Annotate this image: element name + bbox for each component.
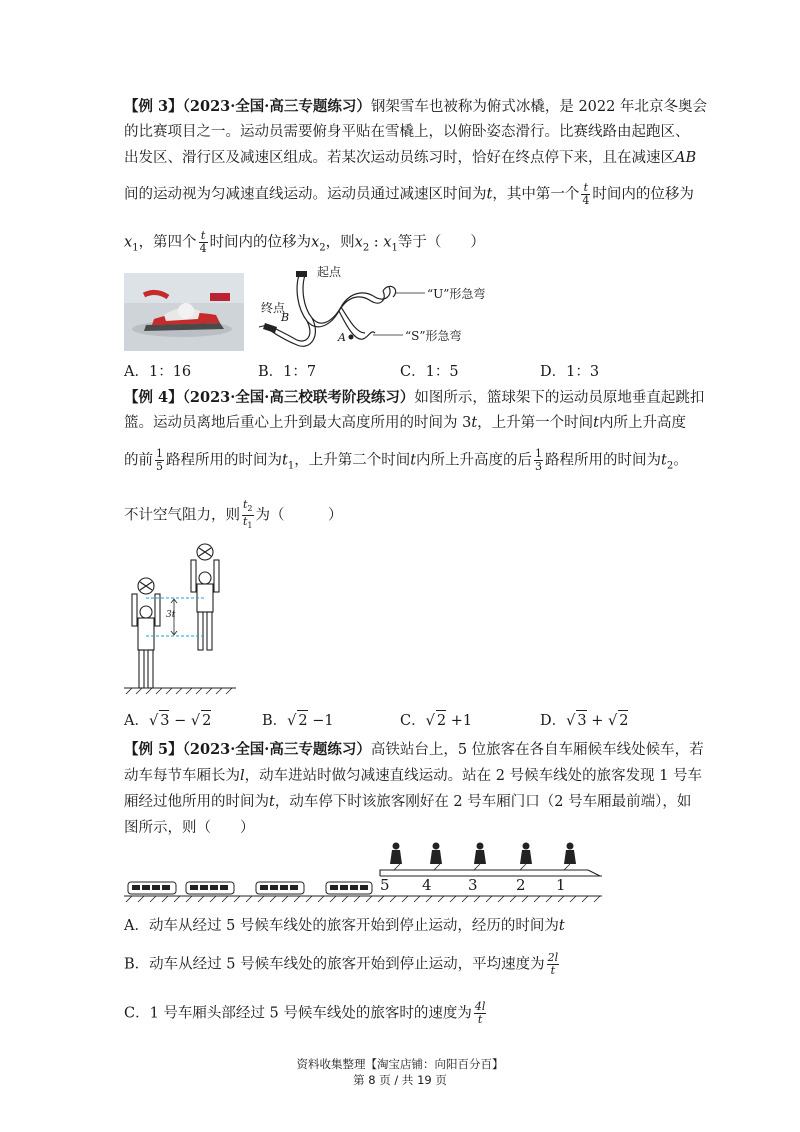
ex5-option-a-text: A．动车从经过 5 号候车线处的旅客开始到停止运动，经历的时间为 xyxy=(124,918,559,934)
ex3-var: t xyxy=(486,186,493,203)
start-label: 起点 xyxy=(317,265,342,279)
ex3-text: 钢架雪车也被称为俯式冰橇，是 2022 年北京冬奥会 xyxy=(370,99,707,115)
ex4-line-1 xyxy=(124,388,704,408)
ex3-fraction-2 xyxy=(199,230,208,255)
ex3-sub: 1 xyxy=(132,242,139,254)
ex5-text: 厢经过他所用的时间为 xyxy=(124,794,269,810)
ex4-var: t xyxy=(282,452,288,469)
point-b-label: B xyxy=(281,311,290,324)
ex3-text: 出发区、滑行区及减速区组成。若某次运动员练习时，恰好在终点停下来，且在减速区 xyxy=(124,150,675,166)
ex4-text: 路程所用的时间为 xyxy=(545,452,662,469)
ex3-var: AB xyxy=(675,150,697,166)
ex3-option-a[interactable]: A．1：16 xyxy=(124,364,192,380)
frac-den: 4 xyxy=(199,242,207,255)
platform-number-4: 4 xyxy=(422,876,432,894)
footer-source: 资料收集整理【淘宝店铺：向阳百分百】 xyxy=(296,1057,504,1071)
platform-number-5: 5 xyxy=(380,876,390,894)
ex3-text: 的比赛项目之一。运动员需要俯身平贴在雪橇上，以俯卧姿态滑行。比赛线路由起跑区、 xyxy=(124,124,690,140)
ex3-line-5 xyxy=(124,230,485,258)
ex3-text: 时间内的位移为 xyxy=(209,234,312,251)
radicand: 2 xyxy=(201,710,211,731)
ex3-source: （2023·全国·高三专题练习） xyxy=(182,98,371,115)
ex3-text: ，则 xyxy=(325,234,355,251)
ex3-option-b[interactable]: B．1：7 xyxy=(258,364,317,380)
ex3-line-3 xyxy=(124,148,696,168)
ex3-fraction xyxy=(581,182,590,207)
ex3-option-c[interactable]: C．1：5 xyxy=(400,364,459,380)
ex3-text: 间的运动视为匀减速直线运动。运动员通过减速区时间为 xyxy=(124,186,487,203)
ex5-option-c-text: C．1 号车厢头部经过 5 号候车线处的旅客时的速度为 xyxy=(124,1005,472,1022)
end-label: 终点 xyxy=(261,301,286,315)
frac-num-sub: 2 xyxy=(247,504,253,514)
ex4-text: 如图所示，篮球架下的运动员原地垂直起跳扣 xyxy=(414,390,705,406)
ex4-fraction-2 xyxy=(534,448,543,473)
ex3-line-1 xyxy=(124,97,707,117)
ex3-sub: 2 xyxy=(362,242,370,254)
ex4-line-3 xyxy=(124,448,688,476)
ex3-var: x xyxy=(124,234,133,251)
ex3-option-d[interactable]: D．1：3 xyxy=(540,364,600,380)
operator: −1 xyxy=(307,713,334,729)
footer-page-number: 第 8 页 / 共 19 页 xyxy=(353,1073,447,1087)
ex5-text: 动车每节车厢长为 xyxy=(124,768,240,784)
ex4-text: 的前 xyxy=(124,452,153,469)
frac-num: 1 xyxy=(156,447,163,460)
ex3-line-4 xyxy=(124,182,694,207)
ex4-text: ，上升第二个时间 xyxy=(294,452,411,469)
height-3t-label: 3t xyxy=(166,610,176,620)
radicand: 2 xyxy=(618,710,628,731)
ex4-text: 内所上升高度的后 xyxy=(416,452,533,469)
ex3-sub: 1 xyxy=(391,242,398,254)
frac-den: t xyxy=(477,1013,483,1026)
frac-den-sub: 1 xyxy=(247,521,253,531)
ex3-text: ，其中第一个 xyxy=(492,186,580,203)
ex4-var: t xyxy=(471,415,478,431)
u-curve-label: “U”形急弯 xyxy=(427,287,486,301)
ex4-text: 不计空气阻力，则 xyxy=(124,507,240,524)
frac-den: 4 xyxy=(582,194,590,207)
radicand: 2 xyxy=(297,710,307,731)
ex5-option-c-fraction xyxy=(474,1001,487,1026)
ex5-option-b[interactable] xyxy=(124,952,561,977)
radicand: 3 xyxy=(576,710,586,731)
frac-num: t xyxy=(243,498,248,511)
frac-num: t xyxy=(199,230,208,243)
ex5-var: l xyxy=(240,768,245,784)
ex5-text: ，动车进站时做匀减速直线运动。站在 2 号候车线处的旅客发现 1 号车 xyxy=(244,768,703,784)
skeleton-sled-photo xyxy=(124,273,244,351)
platform-number-2: 2 xyxy=(516,876,526,894)
ex5-text: ，动车停下时该旅客刚好在 2 号车厢门口（2 号车厢最前端），如 xyxy=(274,794,692,810)
ex4-line-4 xyxy=(124,499,343,532)
frac-den: t xyxy=(550,964,556,977)
option-label: C． xyxy=(400,713,426,729)
ex4-var: t xyxy=(593,415,599,431)
operator: − xyxy=(169,713,191,729)
ex5-text: 图所示，则（ ） xyxy=(124,820,255,836)
ex4-text: 篮。运动员离地后重心上升到最大高度所用的时间为 3 xyxy=(124,415,472,431)
ex5-option-b-text: B．动车从经过 5 号候车线处的旅客开始到停止运动，平均速度为 xyxy=(124,956,545,973)
ex4-text: 为（ ） xyxy=(255,507,343,524)
basketball-jump-figure xyxy=(124,540,239,695)
radicand: 2 xyxy=(436,710,446,731)
ex3-var: x xyxy=(311,234,320,251)
ex3-var: x xyxy=(354,234,363,251)
point-a-label: A xyxy=(338,331,346,344)
s-curve-label: “S”形急弯 xyxy=(405,329,462,343)
ex4-var: t xyxy=(661,452,667,469)
ex5-option-a[interactable] xyxy=(124,916,565,936)
ex3-sub: 2 xyxy=(319,242,326,254)
ex4-fraction-1 xyxy=(155,448,164,473)
platform-number-3: 3 xyxy=(468,876,478,894)
ex4-tag: 【例 4】 xyxy=(124,389,183,406)
ex3-text: ，第四个 xyxy=(138,234,197,251)
option-label: D． xyxy=(540,713,567,729)
frac-den: 5 xyxy=(156,460,163,473)
frac-den: t xyxy=(243,515,248,529)
ex3-tag: 【例 3】 xyxy=(124,98,183,115)
ex4-option-c[interactable]: C．√ 2 +1 xyxy=(400,710,472,731)
ex3-text: 等于（ ） xyxy=(397,234,485,251)
ex4-text: 内所上升高度 xyxy=(599,415,686,431)
ex4-option-a[interactable]: A．√ 3 − √ 2 xyxy=(124,710,211,731)
ex4-option-d[interactable]: D．√ 3 + √ 2 xyxy=(540,710,628,731)
ex3-var: x xyxy=(383,234,392,251)
radicand: 3 xyxy=(159,710,169,731)
frac-num: 2l xyxy=(547,951,559,964)
ex5-option-b-fraction xyxy=(547,952,560,977)
ex5-tag: 【例 5】 xyxy=(124,741,183,758)
operator: +1 xyxy=(446,713,473,729)
option-label: A． xyxy=(124,713,149,729)
track-diagram xyxy=(255,263,490,358)
ex5-line-1 xyxy=(124,740,704,760)
ex4-ratio-fraction xyxy=(242,499,254,532)
ex5-var: t xyxy=(558,918,565,934)
ex4-line-2 xyxy=(124,413,686,433)
ex3-line-2 xyxy=(124,122,690,142)
ex5-line-4 xyxy=(124,818,255,838)
ex4-sub: 2 xyxy=(666,460,674,472)
ex5-var: t xyxy=(269,794,275,810)
platform-number-1: 1 xyxy=(556,876,566,894)
ex4-var: t xyxy=(410,452,417,469)
ex3-text: 时间内的位移为 xyxy=(592,186,694,203)
ex3-text: : xyxy=(369,234,384,251)
ex5-line-2 xyxy=(124,766,702,786)
ex5-option-c[interactable] xyxy=(124,1001,488,1026)
option-label: B． xyxy=(262,713,288,729)
ex4-option-b[interactable]: B．√ 2 −1 xyxy=(262,710,334,731)
frac-den: 3 xyxy=(535,460,543,473)
ex5-source: （2023·全国·高三专题练习） xyxy=(182,741,371,758)
ex4-text: 路程所用的时间为 xyxy=(166,452,282,469)
ex5-line-3 xyxy=(124,792,691,812)
frac-num: t xyxy=(581,182,590,195)
ex4-text: 。 xyxy=(673,452,688,469)
frac-num: 4l xyxy=(474,1000,486,1013)
frac-num: 1 xyxy=(535,447,543,460)
ex4-sub: 1 xyxy=(287,460,295,472)
train-platform-figure xyxy=(124,840,604,910)
ex4-source: （2023·全国·高三校联考阶段练习） xyxy=(182,389,415,406)
ex4-text: ，上升第一个时间 xyxy=(477,415,594,431)
ex5-text: 高铁站台上，5 位旅客在各自车厢候车线处候车，若 xyxy=(370,742,704,758)
operator: + xyxy=(586,713,608,729)
